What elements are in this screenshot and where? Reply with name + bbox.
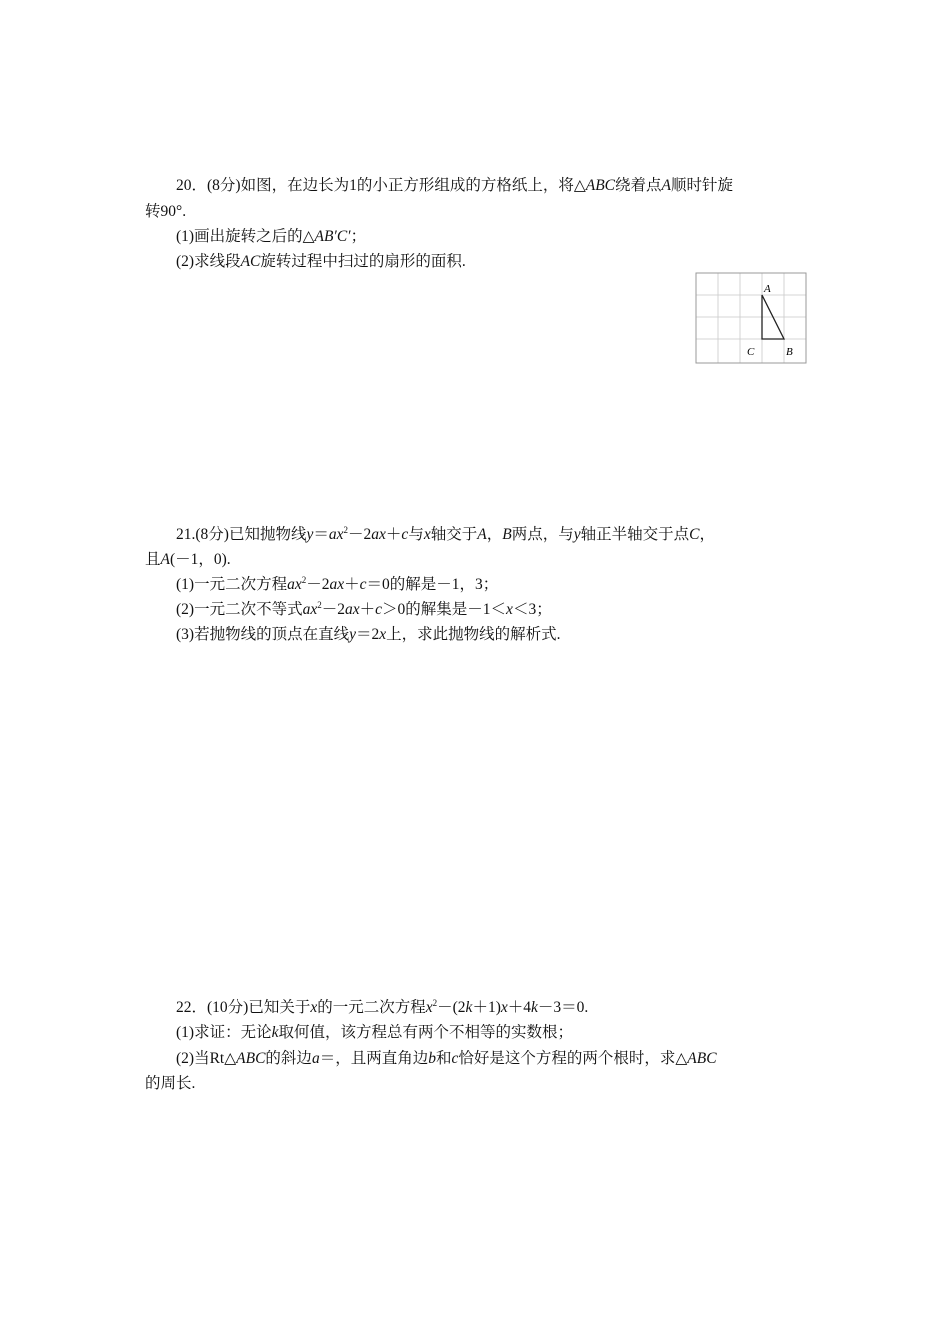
text: 2: [317, 600, 322, 610]
text: c: [451, 1050, 459, 1067]
text: 2: [301, 575, 307, 585]
q20-part1: [176, 226, 366, 248]
text: 的斜边: [265, 1050, 312, 1067]
text: ABC: [585, 177, 616, 194]
text: x: [506, 601, 513, 618]
q21-stem-line1: [176, 524, 715, 546]
text: 绕着点: [615, 177, 662, 194]
q22-part2: [176, 1048, 717, 1070]
q20-stem-line1: [176, 175, 733, 197]
text: ＜3；: [512, 601, 552, 618]
text: －(2: [437, 999, 466, 1016]
text: －3＝0.: [537, 999, 589, 1016]
label-b: B: [786, 346, 793, 358]
text: 的一元二次方程: [317, 999, 426, 1016]
text: ；: [350, 228, 367, 245]
text: (1)求证：无论: [176, 1024, 272, 1041]
text: B: [502, 526, 512, 543]
text: k: [465, 999, 473, 1016]
text: ＋1): [472, 999, 501, 1016]
text: x: [500, 999, 508, 1016]
text: 轴正半轴交于点: [580, 526, 690, 543]
text: 轴交于: [430, 526, 478, 543]
text: (3)若抛物线的顶点在直线: [176, 626, 350, 643]
text: －2: [348, 526, 372, 543]
text: (1)一元二次方程: [176, 576, 288, 593]
text: A: [661, 177, 672, 194]
text: ＋: [359, 601, 376, 618]
text: c: [359, 576, 367, 593]
label-a: A: [764, 283, 771, 295]
text: ＋: [344, 576, 360, 593]
text: b: [428, 1050, 436, 1067]
q20-part2: [176, 251, 466, 273]
text: (2)求线段: [176, 253, 241, 270]
text: k: [531, 999, 538, 1016]
text: (1)画出旋转之后的△: [176, 228, 315, 245]
grid-triangle-figure: [694, 271, 808, 365]
q21-stem-line2: [145, 549, 231, 571]
text: －2: [321, 601, 345, 618]
text: (2)一元二次不等式: [176, 601, 303, 618]
text: 2: [343, 525, 348, 535]
text: ＝，且两直角边: [319, 1050, 429, 1067]
text: ＋: [385, 526, 402, 543]
text: 且: [145, 551, 161, 568]
text: 20．(8分)如图，在边长为1的小正方形组成的方格纸上，将△: [176, 177, 586, 194]
text: c: [375, 601, 383, 618]
text: 21.(8分)已知抛物线: [176, 526, 307, 543]
q21-part3: [176, 624, 561, 646]
text: ABC: [687, 1050, 717, 1067]
text: ＞0的解集是－1＜: [382, 601, 507, 618]
q20-stem-line2: 转90°.: [145, 203, 187, 220]
text: y: [573, 526, 581, 543]
text: ，: [486, 526, 503, 543]
label-c: C: [747, 346, 755, 358]
text: k: [271, 1024, 279, 1041]
text: 旋转过程中扫过的扇形的面积.: [260, 253, 466, 270]
q22-part1: [176, 1022, 573, 1044]
text: ＋4: [507, 999, 532, 1016]
text: ABC: [236, 1050, 266, 1067]
text: AC: [240, 253, 261, 270]
text: (－1，0).: [169, 551, 231, 568]
text: ax: [302, 601, 318, 618]
text: x: [310, 999, 318, 1016]
text: 22．(10分)已知关于: [176, 999, 311, 1016]
q22-stem-line1: [176, 997, 588, 1019]
text: 两点，与: [511, 526, 574, 543]
text: AB′C′: [314, 228, 351, 245]
text: ＝2: [355, 626, 380, 643]
text: c: [401, 526, 409, 543]
text: A: [477, 526, 487, 543]
text: A: [160, 551, 170, 568]
text: ax: [287, 576, 302, 593]
text: －2: [306, 576, 330, 593]
text: ＝0的解是－1，3；: [366, 576, 499, 593]
q21-part1: [176, 574, 498, 596]
text: a: [311, 1050, 320, 1067]
q21-part2: [176, 599, 552, 621]
text: ax: [328, 526, 344, 543]
text: x: [425, 999, 433, 1016]
text: ＝: [313, 526, 329, 543]
q22-line3: 的周长.: [145, 1075, 196, 1092]
text: ax: [371, 526, 386, 543]
text: 恰好是这个方程的两个根时，求△: [458, 1050, 688, 1067]
text: 取何值，该方程总有两个不相等的实数根；: [278, 1024, 573, 1041]
text: ax: [344, 601, 360, 618]
text: C: [689, 526, 700, 543]
text: y: [306, 526, 314, 543]
text: (2)当Rt△: [176, 1050, 237, 1067]
text: 和: [435, 1050, 452, 1067]
text: 2: [432, 998, 438, 1008]
text: x: [379, 626, 387, 643]
text: 上，求此抛物线的解析式.: [386, 626, 561, 643]
text: 与: [408, 526, 424, 543]
text: ax: [329, 576, 345, 593]
text: 顺时针旋: [671, 177, 734, 194]
text: ，: [699, 526, 715, 543]
text: y: [349, 626, 356, 643]
text: x: [423, 526, 431, 543]
